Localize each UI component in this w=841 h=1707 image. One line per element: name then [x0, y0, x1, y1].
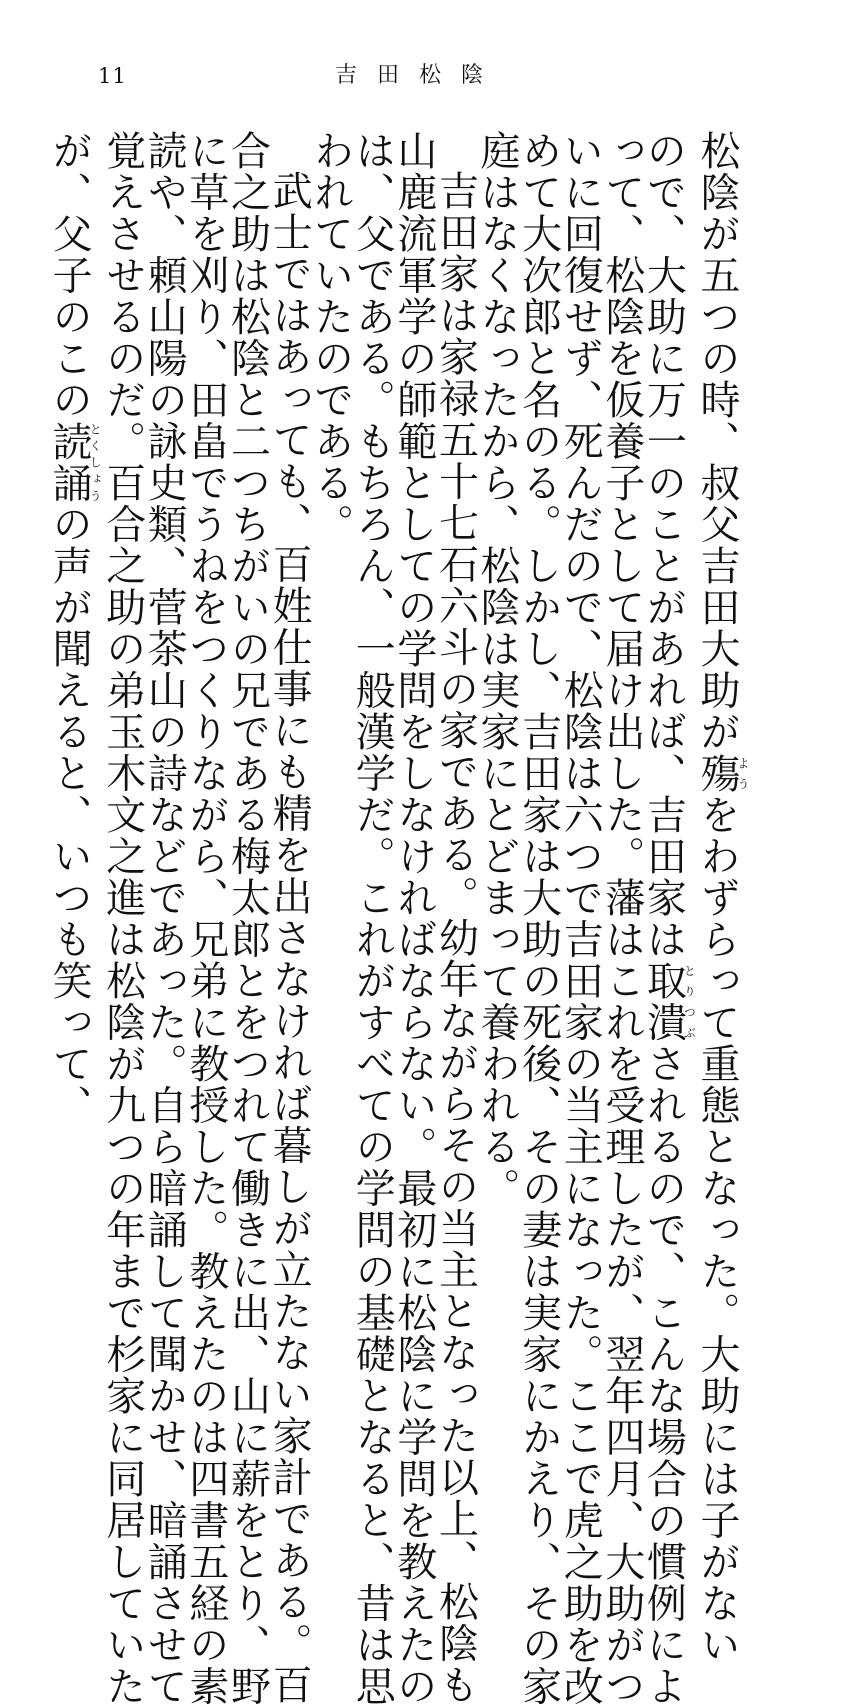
text-line-12: 合之助は松陰と二つちがいの兄である梅太郎とをつれて働きに出、山に薪をとり、野	[224, 130, 271, 1707]
text-line-11: 武士ではあっても、百姓仕事にも精を出さなければ暮しが立たない家計である。百	[266, 170, 313, 1706]
line-1-text-a: 松陰が五つの時、叔父吉田大助が	[694, 130, 740, 753]
ruby-reading-you: よう	[736, 752, 750, 794]
page-number: 11	[98, 64, 127, 88]
text-line-15: 覚えさせるのだ。百合之助の弟玉木文之進は松陰が九つの年まで杉家に同居していた	[99, 130, 146, 1707]
ruby-base-tokushou: 読誦	[46, 420, 93, 504]
line-2-text-a: ので、大助に万一のことがあれば、吉田家は	[640, 130, 687, 960]
text-line-2	[640, 130, 697, 1707]
ruby-reading-toritsubu: とりつぶ	[682, 960, 697, 1043]
line-1-text-b: をわずらって重態となった。大助には子がない	[694, 794, 740, 1666]
line-16-text-b: の声が聞えると、いつも笑って、	[46, 503, 93, 1126]
ruby-you	[694, 752, 750, 795]
vertical-body-text	[46, 130, 750, 1707]
text-line-10: われていたのである。	[307, 130, 354, 545]
text-line-7: 吉田家は家禄五十七石六斗の家である。幼年ながらその当主となった以上、松陰も	[432, 170, 479, 1706]
text-line-1	[694, 130, 750, 1666]
text-line-14: 読や、頼山陽の詠史類、菅茶山の詩などであった。自ら暗誦して聞かせ、暗誦させて	[141, 130, 188, 1707]
ruby-base-you: 殤	[694, 752, 740, 794]
running-title: 吉田松陰	[335, 63, 504, 88]
ruby-toritsubu	[640, 960, 697, 1043]
text-line-13: に草を刈り、田畠でうねをつくりながら、兄弟に教授した。教えたのは四書五経の素	[182, 130, 229, 1707]
text-line-3: って、松陰を仮養子として届け出した。藩はこれを受理したが、翌年四月、大助がつ	[598, 130, 645, 1707]
text-line-5: めて大次郎と名のる。しかし、吉田家は大助の死後、その妻は実家にかえり、その家	[515, 130, 562, 1707]
text-line-8: 山鹿流軍学の師範としての学問をしなければならない。最初に松陰に学問を教えたの	[390, 130, 437, 1707]
ruby-tokushou	[46, 420, 103, 504]
ruby-reading-tokushou: とくしょう	[88, 420, 103, 504]
ruby-base-toritsubu: 取潰	[640, 960, 687, 1043]
text-line-16	[46, 130, 103, 1126]
line-16-text-a: が、父子のこの	[46, 130, 93, 421]
text-line-4: いに回復せず、死んだので、松陰は六つで吉田家の当主になった。ここで虎之助を改	[557, 130, 604, 1707]
text-line-6: 庭はなくなったから、松陰は実家にとどまって養われる。	[474, 130, 521, 1209]
line-2-text-b: されるので、こんな場合の慣例によ	[640, 1043, 687, 1707]
text-line-9: は、父である。もちろん、一般漢学だ。これがすべての学問の基礎となると、昔は思	[349, 130, 396, 1707]
